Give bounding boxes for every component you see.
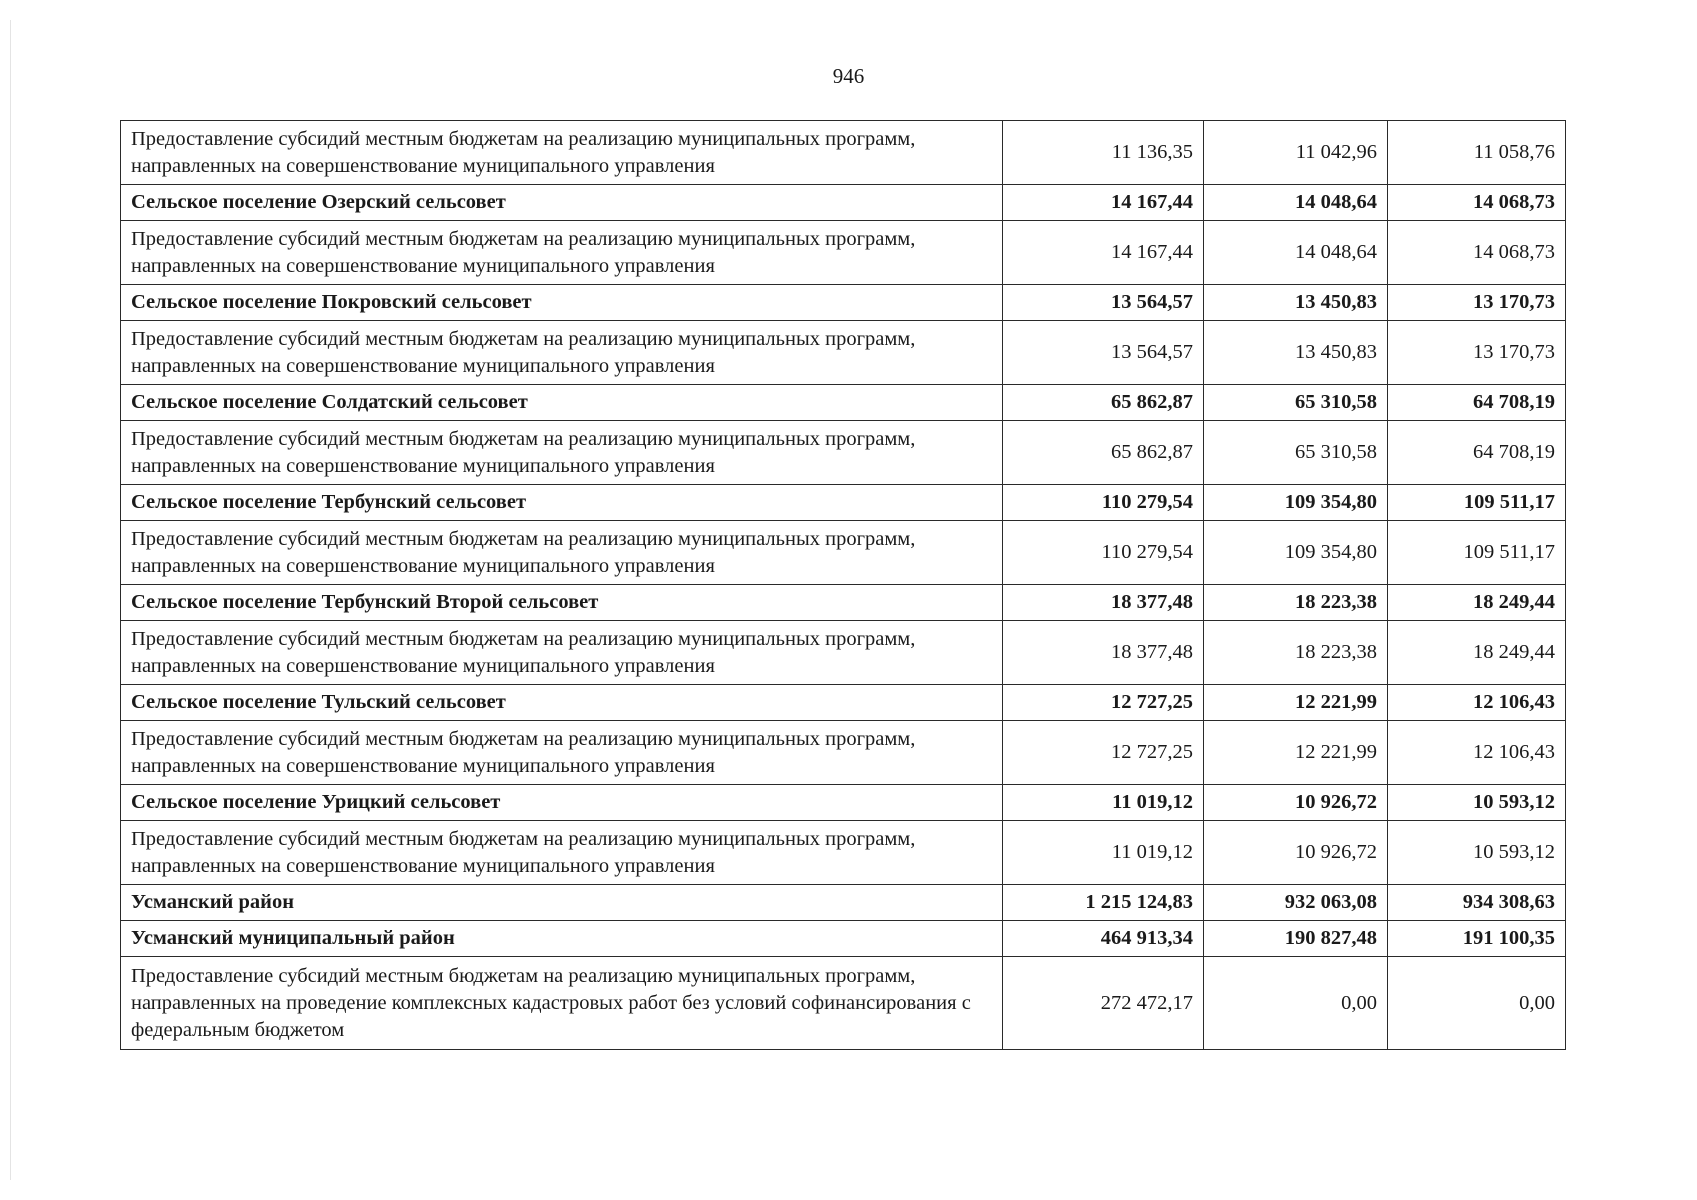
row-value-1-cell: 11 136,35 bbox=[1003, 121, 1204, 185]
row-name-cell: Предоставление субсидий местным бюджетам на реализацию муниципальных программ, направленных на совершенствование муниципального управления bbox=[121, 221, 1003, 285]
table-row-heading bbox=[121, 785, 1566, 821]
row-value-3-cell: 13 170,73 bbox=[1388, 321, 1566, 385]
row-value-2-cell: 109 354,80 bbox=[1204, 521, 1388, 585]
row-value-1-cell: 18 377,48 bbox=[1003, 585, 1204, 621]
row-value-2-cell: 11 042,96 bbox=[1204, 121, 1388, 185]
row-value-1-cell: 14 167,44 bbox=[1003, 221, 1204, 285]
row-value-1-cell: 14 167,44 bbox=[1003, 185, 1204, 221]
row-name-cell: Предоставление субсидий местным бюджетам на реализацию муниципальных программ, направленных на совершенствование муниципального управления bbox=[121, 421, 1003, 485]
row-name-cell: Сельское поселение Солдатский сельсовет bbox=[121, 385, 1003, 421]
table-row bbox=[121, 957, 1566, 1050]
table-row-heading bbox=[121, 485, 1566, 521]
table-row-heading bbox=[121, 885, 1566, 921]
row-name-cell: Сельское поселение Тербунский сельсовет bbox=[121, 485, 1003, 521]
row-value-3-cell: 934 308,63 bbox=[1388, 885, 1566, 921]
row-name-cell: Сельское поселение Урицкий сельсовет bbox=[121, 785, 1003, 821]
table-row-heading bbox=[121, 185, 1566, 221]
row-name-cell: Предоставление субсидий местным бюджетам на реализацию муниципальных программ, направленных на совершенствование муниципального управления bbox=[121, 721, 1003, 785]
row-value-3-cell: 191 100,35 bbox=[1388, 921, 1566, 957]
row-value-1-cell: 11 019,12 bbox=[1003, 785, 1204, 821]
row-value-1-cell: 12 727,25 bbox=[1003, 721, 1204, 785]
row-value-3-cell: 109 511,17 bbox=[1388, 485, 1566, 521]
row-value-2-cell: 190 827,48 bbox=[1204, 921, 1388, 957]
row-name-cell: Сельское поселение Тербунский Второй сельсовет bbox=[121, 585, 1003, 621]
row-value-3-cell: 10 593,12 bbox=[1388, 821, 1566, 885]
row-value-1-cell: 65 862,87 bbox=[1003, 385, 1204, 421]
table-row-heading bbox=[121, 585, 1566, 621]
row-name-cell: Сельское поселение Покровский сельсовет bbox=[121, 285, 1003, 321]
row-value-1-cell: 110 279,54 bbox=[1003, 521, 1204, 585]
budget-table-body bbox=[121, 121, 1566, 1050]
table-row-heading bbox=[121, 685, 1566, 721]
row-value-1-cell: 12 727,25 bbox=[1003, 685, 1204, 721]
row-value-1-cell: 1 215 124,83 bbox=[1003, 885, 1204, 921]
row-name-cell: Усманский муниципальный район bbox=[121, 921, 1003, 957]
row-name-cell: Предоставление субсидий местным бюджетам на реализацию муниципальных программ, направленных на совершенствование муниципального управления bbox=[121, 521, 1003, 585]
row-name-cell: Предоставление субсидий местным бюджетам на реализацию муниципальных программ, направленных на совершенствование муниципального управления bbox=[121, 821, 1003, 885]
row-value-2-cell: 18 223,38 bbox=[1204, 585, 1388, 621]
row-value-1-cell: 13 564,57 bbox=[1003, 321, 1204, 385]
row-value-1-cell: 18 377,48 bbox=[1003, 621, 1204, 685]
row-value-1-cell: 11 019,12 bbox=[1003, 821, 1204, 885]
row-value-3-cell: 0,00 bbox=[1388, 957, 1566, 1050]
row-value-2-cell: 14 048,64 bbox=[1204, 221, 1388, 285]
row-value-2-cell: 65 310,58 bbox=[1204, 385, 1388, 421]
row-value-3-cell: 13 170,73 bbox=[1388, 285, 1566, 321]
table-row bbox=[121, 121, 1566, 185]
row-value-1-cell: 13 564,57 bbox=[1003, 285, 1204, 321]
page-number: 946 bbox=[832, 64, 865, 88]
row-value-2-cell: 13 450,83 bbox=[1204, 321, 1388, 385]
row-name-cell: Сельское поселение Озерский сельсовет bbox=[121, 185, 1003, 221]
row-value-2-cell: 12 221,99 bbox=[1204, 685, 1388, 721]
row-name-cell: Сельское поселение Тульский сельсовет bbox=[121, 685, 1003, 721]
row-name-cell: Предоставление субсидий местным бюджетам на реализацию муниципальных программ, направленных на совершенствование муниципального управления bbox=[121, 321, 1003, 385]
row-value-2-cell: 13 450,83 bbox=[1204, 285, 1388, 321]
row-value-3-cell: 18 249,44 bbox=[1388, 621, 1566, 685]
budget-table bbox=[120, 120, 1566, 1050]
row-value-2-cell: 932 063,08 bbox=[1204, 885, 1388, 921]
row-value-2-cell: 0,00 bbox=[1204, 957, 1388, 1050]
row-value-1-cell: 65 862,87 bbox=[1003, 421, 1204, 485]
row-value-1-cell: 272 472,17 bbox=[1003, 957, 1204, 1050]
table-row bbox=[121, 721, 1566, 785]
row-value-2-cell: 10 926,72 bbox=[1204, 821, 1388, 885]
row-value-2-cell: 109 354,80 bbox=[1204, 485, 1388, 521]
row-value-2-cell: 12 221,99 bbox=[1204, 721, 1388, 785]
table-row bbox=[121, 521, 1566, 585]
row-value-3-cell: 64 708,19 bbox=[1388, 421, 1566, 485]
row-value-3-cell: 12 106,43 bbox=[1388, 685, 1566, 721]
row-name-cell: Предоставление субсидий местным бюджетам на реализацию муниципальных программ, направленных на совершенствование муниципального управления bbox=[121, 121, 1003, 185]
row-value-3-cell: 11 058,76 bbox=[1388, 121, 1566, 185]
row-value-3-cell: 109 511,17 bbox=[1388, 521, 1566, 585]
table-row bbox=[121, 421, 1566, 485]
scan-edge bbox=[10, 20, 11, 1180]
table-row bbox=[121, 621, 1566, 685]
table-row bbox=[121, 321, 1566, 385]
row-value-3-cell: 18 249,44 bbox=[1388, 585, 1566, 621]
row-value-1-cell: 110 279,54 bbox=[1003, 485, 1204, 521]
row-name-cell: Предоставление субсидий местным бюджетам на реализацию муниципальных программ, направленных на проведение комплексных кадастровых работ без условий софинансирования с федеральным бюджетом bbox=[121, 957, 1003, 1050]
row-value-2-cell: 65 310,58 bbox=[1204, 421, 1388, 485]
row-value-2-cell: 18 223,38 bbox=[1204, 621, 1388, 685]
row-value-3-cell: 14 068,73 bbox=[1388, 185, 1566, 221]
table-row-heading bbox=[121, 385, 1566, 421]
row-value-1-cell: 464 913,34 bbox=[1003, 921, 1204, 957]
table-row bbox=[121, 821, 1566, 885]
row-name-cell: Предоставление субсидий местным бюджетам на реализацию муниципальных программ, направленных на совершенствование муниципального управления bbox=[121, 621, 1003, 685]
row-value-3-cell: 10 593,12 bbox=[1388, 785, 1566, 821]
table-row-heading bbox=[121, 921, 1566, 957]
row-name-cell: Усманский район bbox=[121, 885, 1003, 921]
row-value-3-cell: 64 708,19 bbox=[1388, 385, 1566, 421]
row-value-3-cell: 14 068,73 bbox=[1388, 221, 1566, 285]
table-row-heading bbox=[121, 285, 1566, 321]
row-value-2-cell: 14 048,64 bbox=[1204, 185, 1388, 221]
row-value-2-cell: 10 926,72 bbox=[1204, 785, 1388, 821]
table-row bbox=[121, 221, 1566, 285]
row-value-3-cell: 12 106,43 bbox=[1388, 721, 1566, 785]
